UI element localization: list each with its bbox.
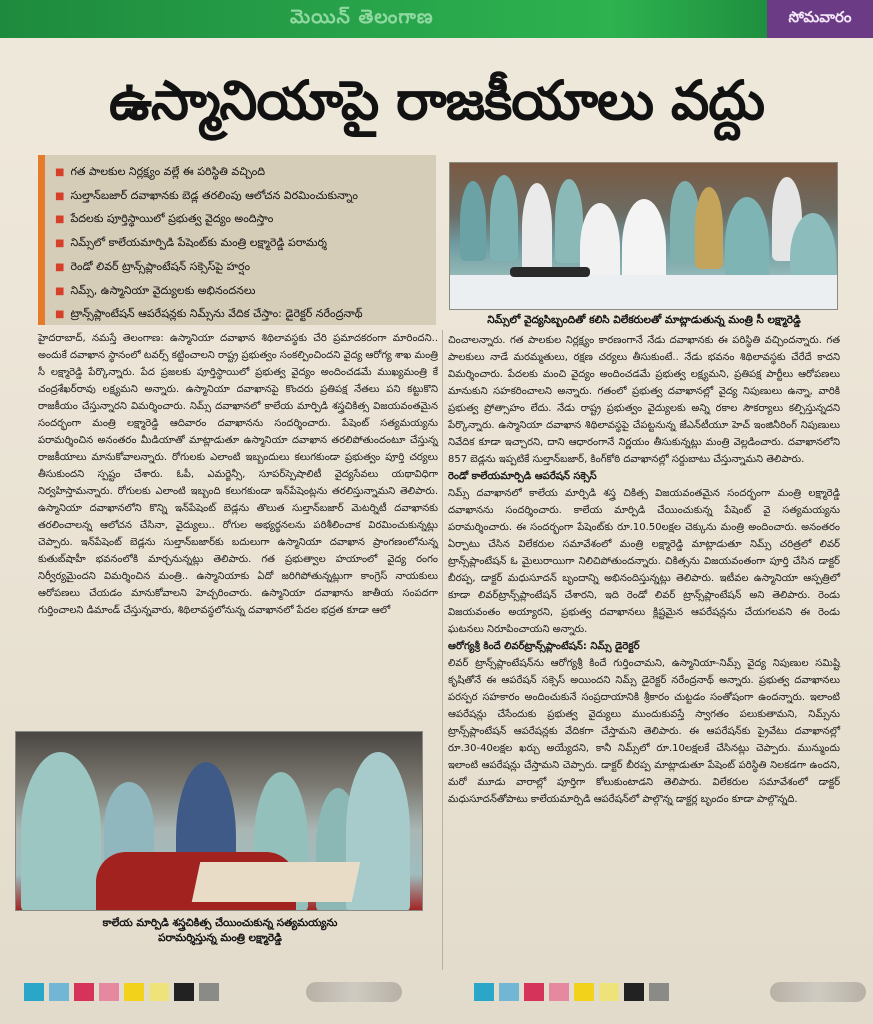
paragraph: నిమ్స్ దవాఖానలో కాలేయ మార్పిడి శస్త్ర చికిత్స విజయవంతమైన సందర్భంగా మంత్రి లక్ష్మారెడ్డి దవాఖానను సందర్శించారు. కాలేయ మార్పిడి చేయించుకున్న పేషెంట్ వై సత్యమయ్యను పరామర్శించారు. ఈ సందర్భంగా పేషెంట్‌కు రూ.10.50లక్షల చెక్కును మంత్రి అందించారు. అనంతరం ఏర్పాటు చేసిన విలేకరుల సమావేశంలో మంత్రి లక్ష్మారెడ్డి మాట్లాడుతూ నిమ్స్ చరిత్రలో లివర్ ట్రాన్స్‌ప్లాంటేషన్ ఓ మైలురాయిగా నిలిచిపోతుందన్నారు. చికిత్సను విజయవంతంగా పూర్తి చేసిన డాక్టర్ బీరప్ప, డాక్టర్ మధుసూదన్ బృందాన్ని అభినందిస్తున్నట్లు తెలిపారు. ఇటీవల ఉస్మానియా ఆస్పత్రిలో కూడా లివర్‌ట్రాన్స్‌ప్లాంటేషన్ చేశారని, ఇది రెండో లివర్ ట్రాన్స్‌ప్లాంటేషన్ అని తెలిపారు. రెండు విజయవంతం అయ్యారని, ప్రభుత్వ దవాఖానలు క్లిష్టమైన ఆపరేషన్లను చేయగలవని ఈ రెండు ఘటనలు నిరూపించాయని అన్నారు.: [448, 488, 840, 635]
top-banner: [0, 0, 873, 38]
subheading-transplant-success: రెండో కాలేయమార్పిడి ఆపరేషన్ సక్సెస్: [448, 471, 597, 482]
bullet-icon: ■: [55, 214, 65, 226]
photo-caption-top: నిమ్స్‌లో వైద్యసిబ్బందితో కలిసి విలేకరులతో మాట్లాడుతున్న మంత్రి సీ లక్ష్మారెడ్డి: [487, 314, 801, 326]
highlight-item: ■ ట్రాన్స్‌ప్లాంటేషన్ ఆపరేషన్లకు నిమ్స్‌ను వేదిక చేస్తాం: డైరెక్టర్ నరేంద్రనాథ్: [55, 307, 363, 321]
column-divider: [442, 330, 443, 970]
paragraph: హైదరాబాద్, నమస్తే తెలంగాణ: ఉస్మానియా దవాఖాన శిథిలావస్థకు చేరి ప్రమాదకరంగా మారిందని.. అందుకే దవాఖాన స్థానంలో టవర్స్ కట్టించాలని రాష్ట్ర ప్రభుత్వం సంకల్పించిందని వైద్య ఆరోగ్య శాఖ మంత్రి సీ లక్ష్మారెడ్డి పేర్కొన్నారు. పేద ప్రజలకు పూర్తిస్థాయిలో ప్రభుత్వ వైద్యం అందించడమే ముఖ్యమంత్రి కే చంద్రశేఖర్‌రావు లక్ష్యమని అన్నారు. ఉస్మానియా దవాఖానపై కొందరు ప్రతిపక్ష నేతలు పని కట్టుకొని రాజకీయం చేస్తున్నారని విమర్శించారు. నిమ్స్ దవాఖానలో కాలేయ మార్పిడి శస్త్రచికిత్స విజయవంతమైన సందర్భంగా మంత్రి లక్ష్మారెడ్డి ఆదివారం దవాఖానను సందర్శించారు. పేషెంట్ సత్యమయ్యను పరామర్శించిన అనంతరం మీడియాతో మాట్లాడుతూ ఉస్మానియా దవాఖాన తరలిపోతుందంటూ చేస్తున్న రాజకీయాలు మానుకోవాలన్నారు. రోగులకు ఎలాంటి ఇబ్బందులు కలుగకుండా ప్రభుత్వం పూర్తి చర్యలు తీసుకుందని స్పష్టం చేశారు. ఓపీ, ఎమర్జెన్సీ, సూపర్‌స్పెషాలిటీ వైద్యసేవలు యథావిధిగా నిర్వహిస్తామన్నారు. రోగులకు ఎలాంటి ఇబ్బంది కలుగకుండా ఇన్‌పేషెంట్లను తరలిస్తున్నామని తెలిపారు. ఉస్మానియా దవాఖానలోని కొన్ని ఇన్‌పేషెంట్ బెడ్లను తొలుత సుల్తాన్‌బజార్ మెటర్నిటీ దవాఖానకు తరలించాలన్న ఆలోచన చేసినా, వైద్యులు.. రోగుల అభ్యర్థనలను పరిశీలించాక విరమించుకున్నట్లు చెప్పారు. ఇన్‌పేషెంట్ బెడ్లను సుల్తాన్‌బజార్‌కు బదులుగా ఉస్మానియా దవాఖాన ప్రాంగణంలోనున్న కుతుబ్‌షాహీ భవనంలోకి మార్చనున్నట్లు తెలిపారు. గత ప్రభుత్వాల హయాంలో వైద్య రంగం నిర్వీర్యమైందని విమర్శించిన మంత్రి.. ఉస్మానియాకు ఏదో జరిగిపోతున్నట్లుగా కాంగ్రెస్ నాయకులు ఆరోపణలు చేయడం మానుకోవాలని హెచ్చరించారు. ఉస్మానియా దవాఖాను జాతీయ సంపదగా గుర్తించాలని డిమాండ్ చేస్తున్నవారు, శిథిలావస్థలోనున్న దవాఖానలో పేదల భద్రత కూడా ఆలో: [38, 333, 438, 616]
patient-visit-photo: [15, 731, 423, 911]
bullet-icon: ■: [55, 238, 65, 250]
bullet-icon: ■: [55, 167, 65, 178]
bullet-icon: ■: [55, 285, 65, 297]
highlight-item: ■ సుల్తాన్‌బజార్ దవాఖానకు బెడ్ల తరలింపు ఆలోచన విరమించుకున్నాం: [55, 188, 358, 202]
press-conference-photo: [449, 162, 838, 310]
color-swatches-right: [474, 983, 669, 1001]
paragraph: చించాలన్నారు. గత పాలకుల నిర్లక్ష్యం కారణంగానే నేడు దవాఖానకు ఈ పరిస్థితి వచ్చిందన్నారు. గత పాలకులు నాడే మరమ్మతులు, రక్షణ చర్యలు తీసుకుంటే.. నేడు భవనం శిథిలావస్థకు చేరేదే కాదని విమర్శించారు. పేదలకు మంచి వైద్యం అందించడమే ప్రభుత్వ లక్ష్యమని, ప్రతిపక్ష పార్టీలు ఆరోపణలు మానుకుని సహకరించాలని అన్నారు. గతంలో ప్రభుత్వ దవాఖానల్లో వైద్య నిపుణులు ఉన్నా, వారికి ప్రభుత్వ ప్రోత్సాహం లేదు. నేడు రాష్ట్ర ప్రభుత్వం వైద్యులకు అన్ని రకాల సౌకర్యాలు కల్పిస్తున్నదని పేర్కొన్నారు. ఉస్మానియా దవాఖాన శిథిలావస్థపై చేపట్టనున్న జేఎన్‌టీయూ హెచ్ ఇంజినీరింగ్ నిపుణులు నివేదిక కూడా ఇచ్చారని, దాని ఆధారంగానే నిర్ణయం తీసుకున్నట్లు మంత్రి వెల్లడించారు. దవాఖానలోని 857 బెడ్లను ఇప్పటికే సుల్తాన్‌బజార్, కింగ్‌కోఠి దవాఖానల్లో సర్దుబాటు చేస్తున్నామని తెలిపారు.: [448, 335, 840, 465]
article-column-2: [448, 332, 840, 808]
subheading-nims-director: ఆరోగ్యశ్రీ కిందే లివర్‌ట్రాన్స్‌ప్లాంటేషన్: నిమ్స్ డైరెక్టర్: [448, 641, 640, 652]
registration-mark: [770, 982, 866, 1002]
bullet-icon: ■: [55, 309, 65, 321]
caption-line: కాలేయ మార్పిడి శస్త్రచికిత్స చేయించుకున్న సత్యమయ్యను: [102, 917, 338, 929]
article-column-1: [38, 330, 438, 619]
highlights-box: [38, 155, 436, 325]
bullet-icon: ■: [55, 261, 65, 273]
highlight-item: ■ నిమ్స్‌లో కాలేయమార్పిడి పేషెంట్‌కు మంత్రి లక్ష్మారెడ్డి పరామర్శ: [55, 236, 327, 250]
highlight-item: ■ గత పాలకుల నిర్లక్ష్యం వల్లే ఈ పరిస్థితి వచ్చింది: [55, 165, 266, 178]
day-label: సోమవారం: [767, 0, 873, 38]
highlight-item: ■ రెండో లివర్ ట్రాన్స్‌ప్లాంటేషన్ సక్సెస్‌పై హర్షం: [55, 259, 251, 273]
color-swatches-left: [24, 983, 219, 1001]
section-name: మెయిన్ తెలంగాణ: [290, 6, 434, 28]
highlight-item: ■ నిమ్స్, ఉస్మానియా వైద్యులకు అభినందనలు: [55, 283, 256, 297]
headline: ఉస్మానియాపై రాజకీయాలు వద్దు: [108, 69, 765, 132]
paragraph: లివర్ ట్రాన్స్‌ప్లాంటేషన్‌ను ఆరోగ్యశ్రీ కిందే గుర్తించామని, ఉస్మానియా-నిమ్స్ వైద్య నిపుణుల సమిష్టి కృషితోనే ఈ ఆపరేషన్ సక్సెస్ అయిందని నిమ్స్ డైరెక్టర్ నరేంద్రనాథ్ అన్నారు. ప్రభుత్వ దవాఖానలు పరస్పర సహకారం అందించుకునే సంప్రదాయానికి శ్రీకారం చుట్టడం సంతోషంగా ఉందన్నారు. ఇలాంటి ఆపరేషన్లు చేసేందుకు ప్రభుత్వ వైద్యులు ముందుకువస్తే స్వాగతం పలుకుతామని, నిమ్స్‌ను ట్రాన్స్‌ప్లాంటేషన్ ఆపరేషన్లకు వేదికగా చేస్తామని తెలిపారు. ఈ ఆపరేషన్‌కు ప్రైవేటు దవాఖానల్లో రూ.30-40లక్షల ఖర్చు అయ్యేదని, కానీ నిమ్స్‌లో రూ.10లక్షలకే చేసినట్లు చెప్పారు. మున్ముందు ఇలాంటి ఆపరేషన్లు చేస్తామని చెప్పారు. డాక్టర్ బీరప్ప మాట్లాడుతూ పేషెంట్ పరిస్థితి నిలకడగా ఉందని, మరో మూడు వారాల్లో పూర్తిగా కోలుకుంటాడని తెలిపారు. విలేకరుల సమావేశంలో డాక్టర్ మధుసూదన్‌తోపాటు కాలేయమార్పిడి ఆపరేషన్‌లో పాల్గొన్న డాక్టర్ల బృందం కూడా పాల్గొన్నది.: [448, 658, 840, 805]
caption-line: పరామర్శిస్తున్న మంత్రి లక్ష్మారెడ్డి: [158, 932, 282, 944]
registration-mark: [306, 982, 402, 1002]
highlight-item: ■ పేదలకు పూర్తిస్థాయిలో ప్రభుత్వ వైద్యం అందిస్తాం: [55, 212, 274, 226]
bullet-icon: ■: [55, 190, 65, 202]
photo-caption-bottom: [30, 916, 410, 946]
